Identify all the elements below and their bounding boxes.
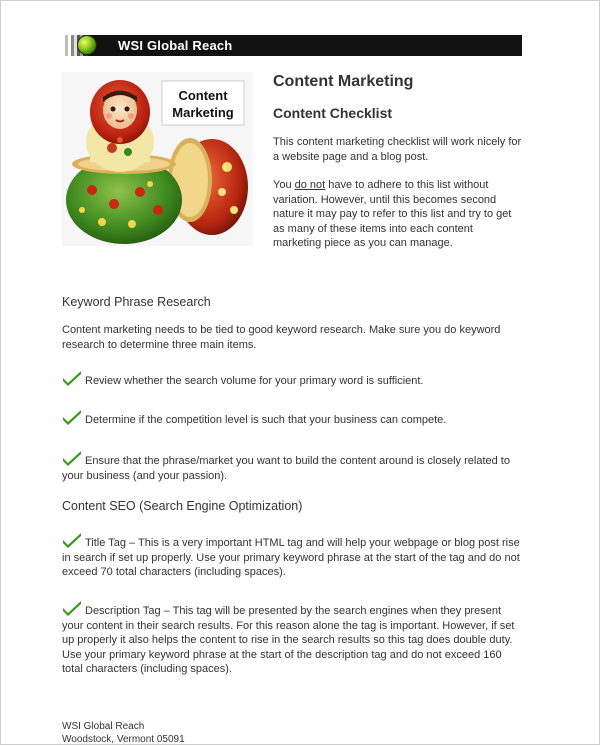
footer-address (62, 721, 185, 746)
nesting-doll-image (62, 72, 253, 246)
checklist-item (62, 532, 522, 580)
checklist-item (62, 409, 522, 428)
checklist-item-text: Ensure that the phrase/market you want to build the content around is closely related to your business (and your passion). (62, 455, 510, 482)
checkmark-icon (62, 370, 82, 386)
intro-paragraph-1: This content marketing checklist will work nicely for a website page and a blog post. (273, 135, 523, 164)
sign-line-2: Marketing (172, 105, 233, 120)
intro-p2-before: You (273, 179, 295, 191)
intro-p2-emphasis: do not (295, 179, 326, 191)
checkmark-icon (62, 600, 82, 616)
checklist-item-text: Description Tag – This tag will be presented by the search engines when they present your content in their search results. For this reason alone the tag is important. However, if set up properly it also helps the content to rise in the search results so this tag does double duty. Use your primary keyword phrase at the start of the description tag and do not exceed 160 total characters (including spaces). (62, 605, 514, 675)
checklist-item-text: Title Tag – This is a very important HTML tag and will help your webpage or blog post rise in search if set up properly. Use your primary keyword phrase at the start of the tag and do not exceed 70 total characters (including spaces). (62, 537, 520, 578)
footer-location: Woodstock, Vermont 05091 (62, 734, 185, 746)
brand-name: WSI Global Reach (118, 38, 232, 53)
checkmark-icon (62, 450, 82, 466)
footer-company: WSI Global Reach (62, 721, 185, 734)
page-title: Content Marketing (273, 72, 523, 92)
checklist-item-text: Review whether the search volume for your primary word is sufficient. (85, 375, 424, 387)
checklist-item (62, 450, 522, 483)
seo-section-heading: Content SEO (Search Engine Optimization) (62, 499, 302, 513)
checkmark-icon (62, 409, 82, 425)
checklist-item (62, 370, 522, 389)
globe-logo-icon (78, 36, 96, 54)
sign-line-1: Content (178, 88, 228, 103)
intro-paragraph-2 (273, 178, 523, 251)
nesting-doll-illustration (62, 72, 253, 246)
checklist-item-text: Determine if the competition level is such that your business can compete. (85, 414, 446, 426)
keyword-section-heading: Keyword Phrase Research (62, 295, 211, 309)
checkmark-icon (62, 532, 82, 548)
intro-column (273, 72, 523, 251)
keyword-intro: Content marketing needs to be tied to good keyword research. Make sure you do keyword research to determine three main items. (62, 323, 522, 352)
intro-p2-after: have to adhere to this list without variation. However, until this becomes second nature it may pay to refer to this list and try to get as many of these items into each content marketing piece as you can manage. (273, 179, 511, 249)
page-subtitle: Content Checklist (273, 104, 523, 122)
header-bar (62, 35, 522, 56)
checklist-item (62, 600, 522, 677)
